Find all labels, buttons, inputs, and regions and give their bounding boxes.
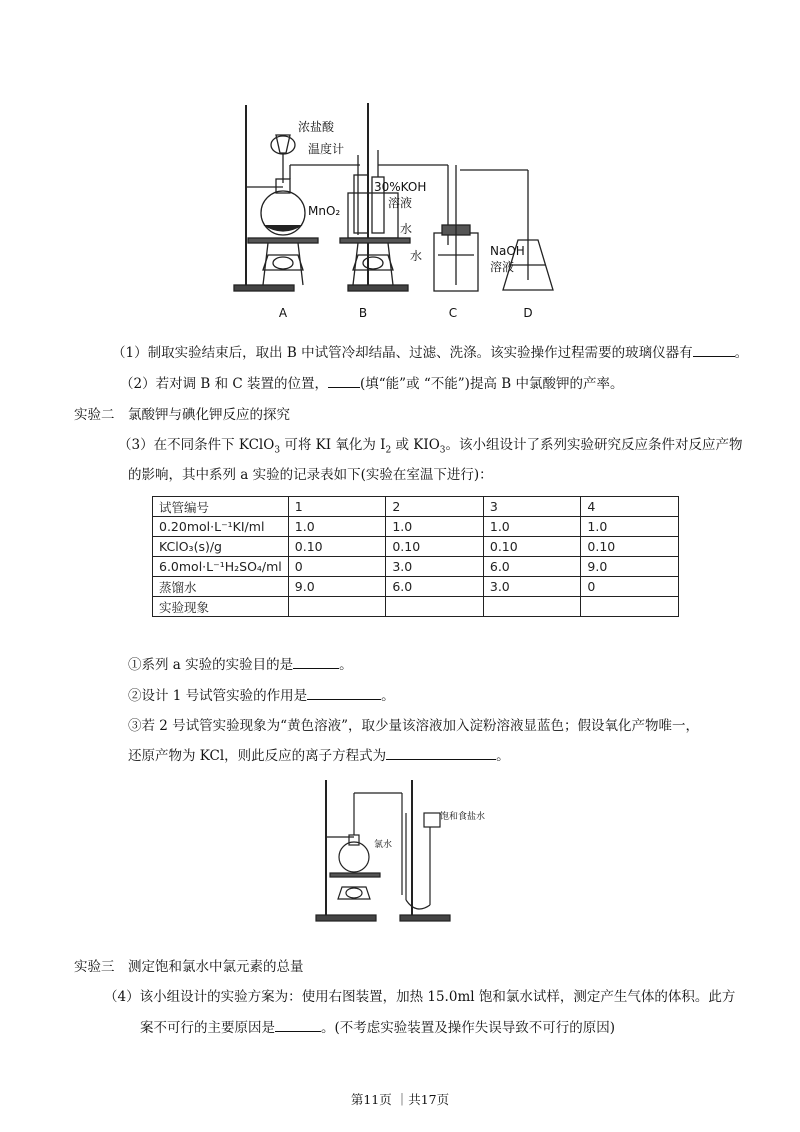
label-apparatus-b: B (358, 306, 368, 320)
table-header-cell: 试管编号 (153, 497, 289, 517)
answer-blank-6[interactable] (275, 1017, 321, 1032)
answer-blank-3[interactable] (293, 654, 339, 669)
table-cell: KClO₃(s)/g (153, 537, 289, 557)
experiment-record-table (152, 496, 679, 617)
page-footer: 第11页 ｜共17页 (350, 1092, 450, 1107)
label-koh-solution: 溶液 (388, 196, 413, 210)
q3-prefix: （3）在不同条件下 KClO (118, 437, 275, 453)
table-cell: 1.0 (483, 517, 581, 537)
question-4-line-1: （4）该小组设计的实验方案为：使用右图装置，加热 15.0ml 饱和氯水试样，测定产生气体的体积。此方 (104, 989, 736, 1005)
sub-question-1-end: 。 (339, 657, 353, 673)
label-chlorine-water: 氯水 (374, 840, 393, 850)
label-thermometer: 温度计 (308, 142, 345, 156)
apparatus-figure-1 (228, 95, 580, 323)
table-header-cell: 2 (386, 497, 484, 517)
label-apparatus-a: A (278, 306, 288, 320)
table-cell: 蒸馏水 (153, 577, 289, 597)
q3-suffix: 。该小组设计了系列实验研究反应条件对反应产物 (445, 437, 743, 453)
label-naoh-solution: 溶液 (490, 260, 515, 274)
q3-sub-3: 3 (439, 445, 446, 456)
table-cell: 1.0 (386, 517, 484, 537)
table-cell: 1.0 (288, 517, 386, 537)
table-cell: 9.0 (581, 557, 679, 577)
answer-blank-5[interactable] (386, 745, 496, 760)
sub-question-1 (128, 653, 353, 673)
label-saturated-brine: 饱和食盐水 (440, 812, 486, 822)
question-3-line-2: 的影响，其中系列 a 实验的记录表如下(实验在室温下进行)： (128, 467, 493, 483)
question-2 (120, 372, 623, 392)
section-2-title: 实验二 氯酸钾与碘化钾反应的探究 (74, 407, 290, 423)
label-apparatus-c: C (448, 306, 458, 320)
answer-blank-4[interactable] (307, 685, 381, 700)
table-row (153, 557, 679, 577)
question-4-line-2 (140, 1016, 615, 1036)
table-cell: 实验现象 (153, 597, 289, 617)
table-cell (581, 597, 679, 617)
sub-question-3-line-2 (128, 744, 510, 764)
table-cell: 0.10 (581, 537, 679, 557)
q3-mid: 可将 KI 氧化为 I (280, 437, 386, 453)
answer-blank-2[interactable] (328, 373, 360, 388)
table-cell (288, 597, 386, 617)
sub-question-2-end: 。 (381, 688, 395, 704)
q3-mid-2: 或 KIO (391, 437, 440, 453)
label-water-c: 水 (410, 249, 423, 263)
table-cell (483, 597, 581, 617)
table-row (153, 537, 679, 557)
table-header-cell: 3 (483, 497, 581, 517)
table-cell: 0.10 (483, 537, 581, 557)
table-cell: 6.0mol·L⁻¹H₂SO₄/ml (153, 557, 289, 577)
table-cell: 0.10 (386, 537, 484, 557)
table-cell: 0.20mol·L⁻¹KI/ml (153, 517, 289, 537)
question-4-end: 。(不考虑实验装置及操作失误导致不可行的原因) (321, 1020, 616, 1036)
table-row (153, 577, 679, 597)
table-row (153, 597, 679, 617)
question-1 (112, 341, 748, 361)
table-cell: 3.0 (386, 557, 484, 577)
table-cell (386, 597, 484, 617)
answer-blank-1[interactable] (693, 342, 735, 357)
table-cell: 0 (581, 577, 679, 597)
label-water-b: 水 (400, 222, 413, 236)
sub-question-3-line-1: ③若 2 号试管实验现象为“黄色溶液”，取少量该溶液加入淀粉溶液显蓝色；假设氧化产物唯一， (128, 718, 699, 734)
apparatus-figure-2 (312, 775, 512, 930)
sub-question-2-text: ②设计 1 号试管实验的作用是 (128, 688, 308, 704)
table-cell: 1.0 (581, 517, 679, 537)
table-cell: 9.0 (288, 577, 386, 597)
question-4-text: 案不可行的主要原因是 (140, 1020, 275, 1036)
sub-question-3-text: 还原产物为 KCl，则此反应的离子方程式为 (128, 748, 387, 764)
question-3-line-1 (118, 433, 743, 456)
table-header-cell: 1 (288, 497, 386, 517)
q3-sub-1: 3 (274, 445, 281, 456)
label-conc-hcl: 浓盐酸 (298, 120, 335, 134)
table-cell: 0 (288, 557, 386, 577)
table-cell: 3.0 (483, 577, 581, 597)
sub-question-2 (128, 684, 395, 704)
table-cell: 6.0 (386, 577, 484, 597)
sub-question-1-text: ①系列 a 实验的实验目的是 (128, 657, 294, 673)
q3-sub-2: 2 (385, 445, 392, 456)
sub-question-3-end: 。 (496, 748, 510, 764)
label-mno2: MnO₂ (308, 204, 341, 218)
table-cell: 0.10 (288, 537, 386, 557)
section-3-title: 实验三 测定饱和氯水中氯元素的总量 (74, 959, 304, 975)
question-1-text: （1）制取实验结束后，取出 B 中试管冷却结晶、过滤、洗涤。该实验操作过程需要的玻璃仪器有 (112, 345, 693, 361)
table-row (153, 517, 679, 537)
label-apparatus-d: D (523, 306, 533, 320)
question-2-end: (填“能”或 “不能”)提高 B 中氯酸钾的产率。 (360, 376, 624, 392)
table-header-cell: 4 (581, 497, 679, 517)
table-cell: 6.0 (483, 557, 581, 577)
question-1-end: 。 (734, 345, 749, 361)
label-naoh: NaOH (490, 244, 525, 258)
question-2-text: （2）若对调 B 和 C 装置的位置， (120, 376, 329, 392)
table-header-row (153, 497, 679, 517)
label-koh: 30%KOH (374, 180, 427, 194)
